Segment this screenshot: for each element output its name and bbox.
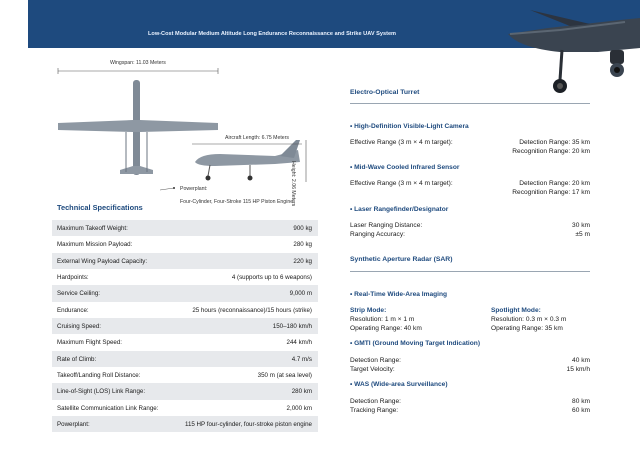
realtime-imaging-title: • Real-Time Wide-Area Imaging xyxy=(350,291,448,298)
spec-label: Rate of Climb: xyxy=(57,355,97,363)
sar-title: Synthetic Aperture Radar (SAR) xyxy=(350,256,453,263)
spec-row xyxy=(52,383,318,399)
spec-value: 150–180 km/h xyxy=(272,323,312,331)
spec-value: 9,000 m xyxy=(289,290,312,298)
spec-row xyxy=(52,269,318,285)
gmti-detection-value: 40 km xyxy=(572,357,590,364)
hd-recognition: Recognition Range: 20 km xyxy=(512,148,590,155)
was-tracking-label: Tracking Range: xyxy=(350,407,399,414)
divider xyxy=(350,103,590,104)
laser-title: • Laser Rangefinder/Designator xyxy=(350,206,449,213)
eo-turret-title: Electro-Optical Turret xyxy=(350,89,420,96)
was-tracking-value: 60 km xyxy=(572,407,590,414)
laser-accuracy-label: Ranging Accuracy: xyxy=(350,231,405,238)
laser-distance-label: Laser Ranging Distance: xyxy=(350,222,423,229)
ir-sensor-title: • Mid-Wave Cooled Infrared Sensor xyxy=(350,164,460,171)
spotlight-resolution: Resolution: 0.3 m × 0.3 m xyxy=(491,316,567,323)
gmti-detection-label: Detection Range: xyxy=(350,357,401,364)
spec-value: 900 kg xyxy=(293,225,312,232)
spec-row xyxy=(52,236,318,252)
spotlight-mode-title: Spotlight Mode: xyxy=(491,307,541,314)
spec-row xyxy=(52,416,318,432)
length-label: Aircraft Length: 6.75 Meters xyxy=(225,135,290,141)
spec-row xyxy=(52,334,318,350)
gmti-velocity-value: 15 km/h xyxy=(566,366,590,373)
divider xyxy=(350,271,590,272)
specs-table xyxy=(52,220,318,432)
spec-value: 244 km/h xyxy=(286,339,312,347)
was-detection-value: 80 km xyxy=(572,398,590,405)
banner-title: Low-Cost Modular Medium Altitude Long Endurance Reconnaissance and Strike UAV System xyxy=(148,31,397,37)
spec-label: Takeoff/Landing Roll Distance: xyxy=(57,372,141,380)
uav-photo xyxy=(500,0,640,100)
height-label: Height: 2.06 Meters xyxy=(290,161,296,207)
spec-row xyxy=(52,253,318,269)
spec-label: Endurance: xyxy=(57,306,89,314)
spec-label: Maximum Flight Speed: xyxy=(57,339,122,347)
specs-heading: Technical Specifications xyxy=(57,203,143,212)
gmti-velocity-label: Target Velocity: xyxy=(350,366,395,373)
gmti-title: • GMTI (Ground Moving Target Indication) xyxy=(350,340,481,347)
spec-label: External Wing Payload Capacity: xyxy=(57,257,148,265)
ir-detection: Detection Range: 20 km xyxy=(519,180,590,187)
powerplant-label: Powerplant: xyxy=(180,186,208,192)
ir-range-label: Effective Range (3 m × 4 m target): xyxy=(350,180,453,187)
spec-row xyxy=(52,400,318,416)
spec-row xyxy=(52,367,318,383)
wingspan-label: Wingspan: 11.03 Meters xyxy=(110,60,166,66)
spec-value: 4 (supports up to 6 weapons) xyxy=(231,274,312,282)
spec-label: Line-of-Sight (LOS) Link Range: xyxy=(57,388,146,396)
spec-label: Hardpoints: xyxy=(57,274,89,282)
hd-range-label: Effective Range (3 m × 4 m target): xyxy=(350,139,453,146)
spec-value: 2,000 km xyxy=(286,404,312,412)
spec-label: Powerplant: xyxy=(57,421,90,429)
spec-row xyxy=(52,302,318,318)
spec-row xyxy=(52,285,318,301)
spec-label: Maximum Takeoff Weight: xyxy=(57,225,128,232)
spec-value: 350 m (at sea level) xyxy=(257,372,312,380)
laser-distance-value: 30 km xyxy=(572,222,590,229)
hd-detection: Detection Range: 35 km xyxy=(519,139,590,146)
spec-row xyxy=(52,220,318,236)
spec-row xyxy=(52,318,318,334)
spotlight-range: Operating Range: 35 km xyxy=(491,325,563,332)
spec-label: Service Ceiling: xyxy=(57,290,100,298)
spec-value: 115 HP four-cylinder, four-stroke piston engine xyxy=(184,421,312,429)
laser-accuracy-value: ±5 m xyxy=(575,231,590,238)
spec-value: 220 kg xyxy=(293,257,312,265)
was-detection-label: Detection Range: xyxy=(350,398,401,405)
strip-range: Operating Range: 40 km xyxy=(350,325,422,332)
strip-mode-title: Strip Mode: xyxy=(350,307,387,314)
hd-camera-title: • High-Definition Visible-Light Camera xyxy=(350,123,469,130)
spec-label: Cruising Speed: xyxy=(57,323,102,331)
spec-value: 280 km xyxy=(291,388,312,396)
spec-value: 4.7 m/s xyxy=(291,355,312,363)
ir-recognition: Recognition Range: 17 km xyxy=(512,189,590,196)
spec-value: 25 hours (reconnaissance)/15 hours (strike) xyxy=(192,306,312,314)
powerplant-description: Four-Cylinder, Four-Stroke 115 HP Piston Engine xyxy=(180,199,294,205)
spec-value: 280 kg xyxy=(293,241,312,249)
spec-label: Maximum Mission Payload: xyxy=(57,241,133,249)
spec-label: Satellite Communication Link Range: xyxy=(57,404,159,412)
spec-row xyxy=(52,351,318,367)
was-title: • WAS (Wide-area Surveillance) xyxy=(350,381,448,388)
strip-resolution: Resolution: 1 m × 1 m xyxy=(350,316,415,323)
